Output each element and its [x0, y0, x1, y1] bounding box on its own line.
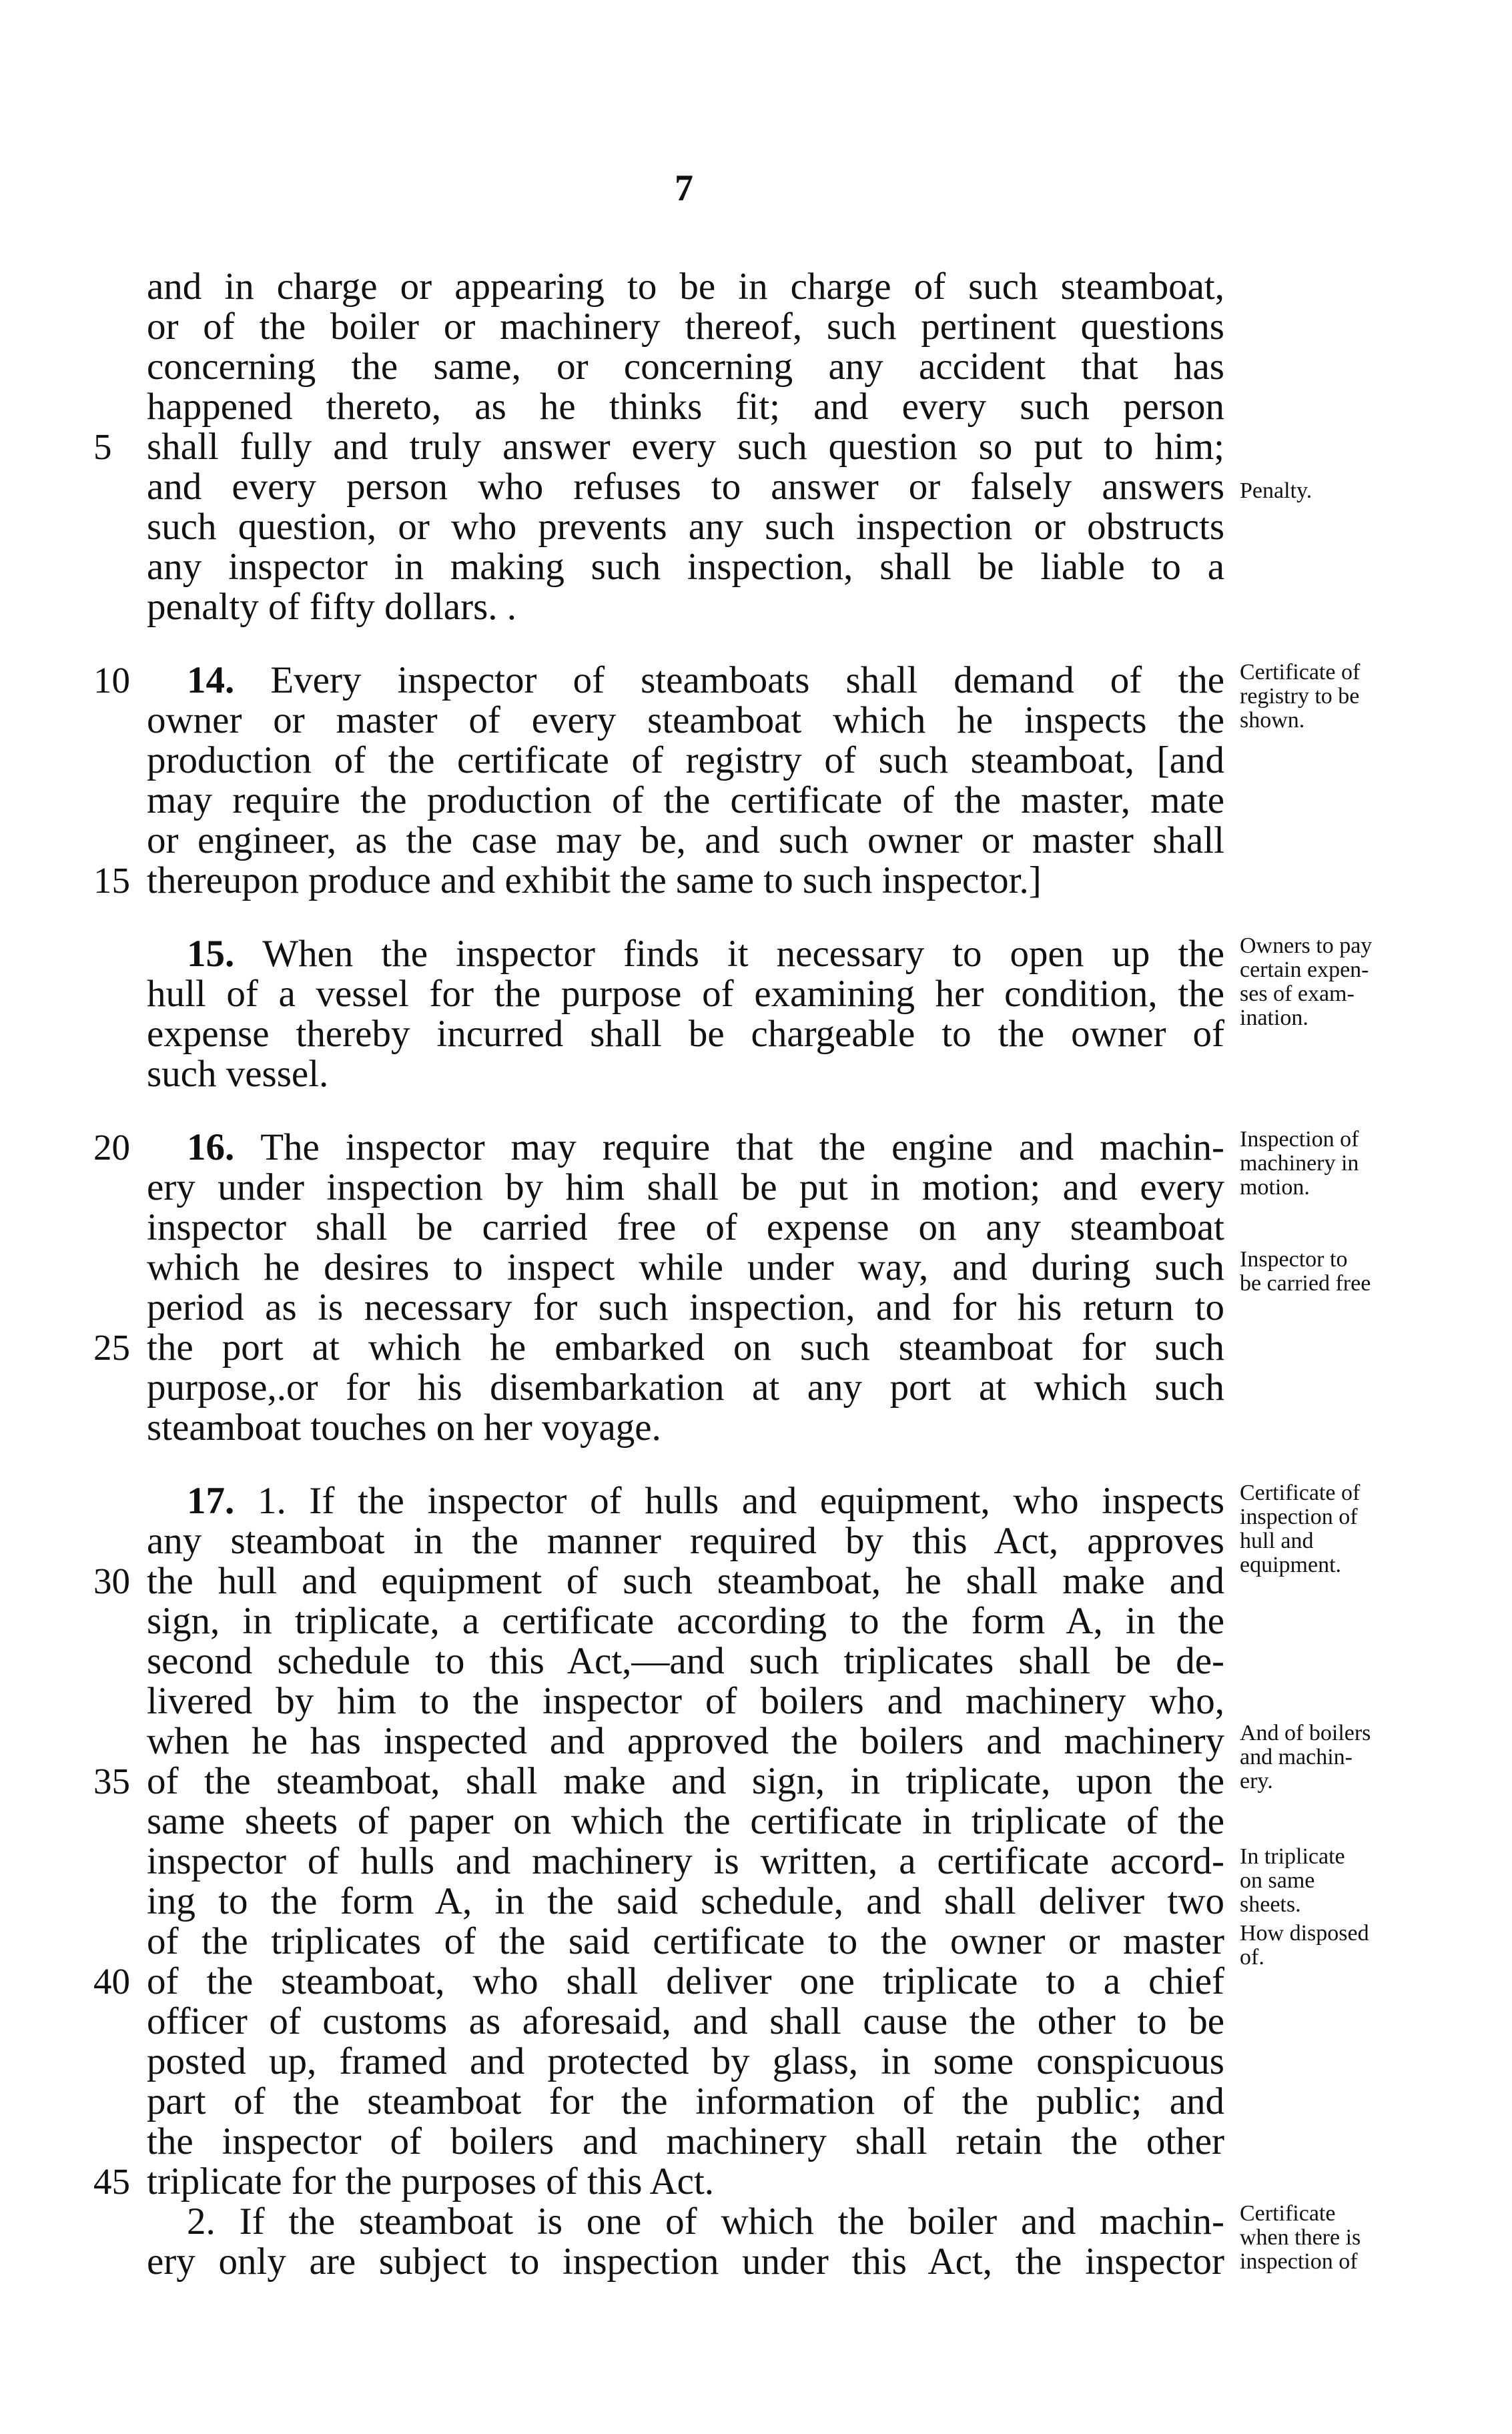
text-line — [147, 1761, 1224, 1801]
text-line — [147, 861, 1224, 901]
text-line-content: 2. If the steamboat is one of which the boiler and machin- — [187, 2200, 1224, 2243]
text-line — [147, 1208, 1224, 1248]
margin-note-line: when there is — [1240, 2225, 1361, 2250]
text-line-content: any inspector in making such inspection, shall be liable to a — [147, 546, 1224, 588]
text-line-content: owner or master of every steamboat which he inspects the — [147, 699, 1224, 741]
text-line — [147, 1054, 1224, 1094]
text-line-content: the hull and equipment of such steamboat, he shall make and — [147, 1560, 1224, 1602]
text-line-content: or engineer, as the case may be, and such owner or master shall — [147, 819, 1224, 861]
margin-note-line: Owners to pay — [1240, 933, 1373, 958]
margin-note-line: Inspection of — [1240, 1127, 1359, 1152]
text-line — [147, 1681, 1224, 1721]
line-number: 40 — [93, 1961, 130, 2002]
text-line — [147, 267, 1224, 307]
text-line — [147, 2082, 1224, 2122]
text-line — [147, 2162, 1224, 2202]
text-line — [187, 661, 1224, 701]
text-line — [147, 547, 1224, 587]
text-line — [147, 821, 1224, 861]
margin-note-line: Penalty. — [1240, 478, 1312, 503]
text-line-content: of the steamboat, who shall deliver one triplicate to a chief — [147, 1960, 1224, 2002]
line-number: 25 — [93, 1327, 130, 1368]
text-line-content: inspector shall be carried free of expense on any steamboat — [147, 1206, 1224, 1248]
text-line — [147, 1561, 1224, 1601]
text-line-content: such question, or who prevents any such inspection or obstructs — [147, 506, 1224, 548]
margin-note-line: ses of exam- — [1240, 981, 1355, 1006]
text-line-content: inspector of hulls and machinery is written, a certificate accord- — [147, 1840, 1224, 1882]
margin-note-line: In triplicate — [1240, 1844, 1345, 1869]
text-line — [187, 1481, 1224, 1521]
text-line — [147, 1328, 1224, 1368]
text-line — [147, 1601, 1224, 1641]
margin-note-line: Certificate of — [1240, 660, 1361, 685]
line-number: 10 — [93, 660, 130, 701]
text-line-content: such vessel. — [147, 1053, 329, 1095]
text-line-content: happened thereto, as he thinks fit; and every such person — [147, 386, 1224, 428]
text-line — [147, 1882, 1224, 1922]
text-line-content: hull of a vessel for the purpose of examining her condition, the — [147, 973, 1224, 1015]
margin-note-line: Certificate of — [1240, 1481, 1361, 1505]
text-line-content: penalty of fifty dollars. . — [147, 586, 517, 628]
text-line-content: shall fully and truly answer every such question so put to him; — [147, 426, 1224, 468]
text-line — [147, 467, 1224, 507]
margin-note-line: hull and — [1240, 1529, 1314, 1553]
text-line-content: expense thereby incurred shall be chargeable to the owner of — [147, 1013, 1224, 1055]
text-line-content: and in charge or appearing to be in charge of such steamboat, — [147, 266, 1224, 308]
line-number: 5 — [93, 426, 112, 467]
text-line — [147, 1842, 1224, 1882]
text-line — [187, 2202, 1224, 2242]
text-line — [187, 1128, 1224, 1168]
margin-note — [1240, 1922, 1440, 1970]
text-line — [147, 741, 1224, 781]
text-line-content: of the triplicates of the said certificate to the owner or master — [147, 1920, 1224, 1962]
text-line — [147, 1368, 1224, 1408]
margin-note — [1240, 1845, 1440, 1917]
margin-note — [1240, 2202, 1440, 2274]
text-line — [147, 781, 1224, 821]
margin-note — [1240, 479, 1440, 503]
margin-note-line: machinery in — [1240, 1151, 1359, 1176]
text-line-content: Every inspector of steamboats shall demand of the — [270, 659, 1224, 701]
margin-note-line: equipment. — [1240, 1553, 1342, 1577]
margin-note-line: of. — [1240, 1945, 1264, 1970]
text-line — [147, 1721, 1224, 1761]
text-line — [147, 387, 1224, 427]
section-number: 14. — [187, 659, 271, 701]
text-line — [147, 1801, 1224, 1842]
text-line-content: thereupon produce and exhibit the same to such inspector.] — [147, 859, 1042, 901]
line-number: 20 — [93, 1127, 130, 1168]
text-line-content: ing to the form A, in the said schedule, and shall deliver two — [147, 1880, 1224, 1922]
text-line — [147, 974, 1224, 1014]
text-line — [147, 1641, 1224, 1681]
margin-note-line: motion. — [1240, 1175, 1310, 1200]
page-number: 7 — [675, 167, 693, 209]
text-line-content: second schedule to this Act,—and such triplicates shall be de- — [147, 1640, 1224, 1682]
margin-note-line: How disposed — [1240, 1921, 1369, 1946]
margin-note-line: certain expen- — [1240, 957, 1369, 982]
margin-note — [1240, 1128, 1440, 1200]
text-line-content: triplicate for the purposes of this Act. — [147, 2160, 715, 2202]
text-line-content: of the steamboat, shall make and sign, in triplicate, upon the — [147, 1760, 1224, 1802]
line-number: 15 — [93, 860, 130, 901]
margin-note — [1240, 1721, 1440, 1793]
margin-note-line: be carried free — [1240, 1271, 1371, 1296]
text-line — [147, 347, 1224, 387]
text-line-content: officer of customs as aforesaid, and shall cause the other to be — [147, 2000, 1224, 2042]
text-line-content: concerning the same, or concerning any accident that has — [147, 346, 1224, 388]
line-number: 45 — [93, 2161, 130, 2202]
text-line-content: period as is necessary for such inspection, and for his return to — [147, 1286, 1224, 1328]
margin-note-line: Inspector to — [1240, 1247, 1348, 1272]
text-line — [147, 1521, 1224, 1561]
margin-note — [1240, 661, 1440, 733]
text-line-content: When the inspector finds it necessary to open up the — [262, 933, 1224, 975]
margin-note-line: ery. — [1240, 1769, 1273, 1793]
margin-note-line: ination. — [1240, 1005, 1308, 1030]
text-line-content: 1. If the inspector of hulls and equipment, who inspects — [257, 1480, 1225, 1522]
margin-note-line: And of boilers — [1240, 1721, 1371, 1745]
margin-note-line: registry to be — [1240, 684, 1360, 709]
section-number: 17. — [187, 1480, 258, 1522]
text-line — [147, 1922, 1224, 1962]
text-line-content: which he desires to inspect while under way, and during such — [147, 1246, 1224, 1288]
text-line — [147, 2242, 1224, 2282]
text-line-content: any steamboat in the manner required by this Act, approves — [147, 1520, 1224, 1562]
text-line-content: ery only are subject to inspection under this Act, the inspector — [147, 2241, 1224, 2283]
text-line-content: when he has inspected and approved the boilers and machinery — [147, 1720, 1224, 1762]
text-line-content: or of the boiler or machinery thereof, such pertinent questions — [147, 306, 1224, 348]
text-line — [147, 1168, 1224, 1208]
text-line — [147, 587, 1224, 627]
text-line-content: the port at which he embarked on such steamboat for such — [147, 1326, 1224, 1368]
text-line — [147, 1248, 1224, 1288]
text-line-content: posted up, framed and protected by glass, in some conspicuous — [147, 2040, 1224, 2082]
section-number: 15. — [187, 933, 263, 975]
margin-note — [1240, 1481, 1440, 1577]
text-line-content: The inspector may require that the engine and machin- — [260, 1126, 1224, 1168]
margin-note — [1240, 934, 1440, 1030]
text-line — [147, 2122, 1224, 2162]
margin-note-line: on same — [1240, 1868, 1315, 1893]
margin-note-line: inspection of — [1240, 1505, 1358, 1529]
margin-note-line: shown. — [1240, 708, 1305, 733]
margin-note-line: inspection of — [1240, 2249, 1358, 2274]
text-line-content: the inspector of boilers and machinery shall retain the other — [147, 2120, 1224, 2162]
text-line — [147, 2002, 1224, 2042]
text-line-content: same sheets of paper on which the certificate in triplicate of the — [147, 1800, 1224, 1842]
line-number: 35 — [93, 1761, 130, 1801]
text-line-content: livered by him to the inspector of boilers and machinery who, — [147, 1680, 1224, 1722]
text-line — [147, 1408, 1224, 1448]
text-line — [147, 2042, 1224, 2082]
text-line — [147, 1288, 1224, 1328]
margin-note-line: sheets. — [1240, 1892, 1301, 1917]
text-line-content: production of the certificate of registry of such steamboat, [and — [147, 739, 1224, 781]
text-line — [147, 307, 1224, 347]
text-line-content: sign, in triplicate, a certificate according to the form A, in the — [147, 1600, 1224, 1642]
margin-note — [1240, 1248, 1440, 1296]
text-line — [147, 1962, 1224, 2002]
line-number: 30 — [93, 1561, 130, 1601]
text-line-content: part of the steamboat for the information of the public; and — [147, 2080, 1224, 2122]
section-number: 16. — [187, 1126, 261, 1168]
text-line — [147, 427, 1224, 467]
text-line — [187, 934, 1224, 974]
text-line-content: may require the production of the certificate of the master, mate — [147, 779, 1224, 821]
text-line-content: steamboat touches on her voyage. — [147, 1406, 661, 1449]
text-line-content: and every person who refuses to answer or falsely answers — [147, 466, 1224, 508]
text-line — [147, 701, 1224, 741]
margin-note-line: and machin- — [1240, 1745, 1353, 1769]
text-line-content: purpose,.or for his disembarkation at any port at which such — [147, 1366, 1224, 1408]
text-line — [147, 507, 1224, 547]
margin-note-line: Certificate — [1240, 2201, 1336, 2226]
text-line — [147, 1014, 1224, 1054]
text-line-content: ery under inspection by him shall be put in motion; and every — [147, 1166, 1224, 1208]
